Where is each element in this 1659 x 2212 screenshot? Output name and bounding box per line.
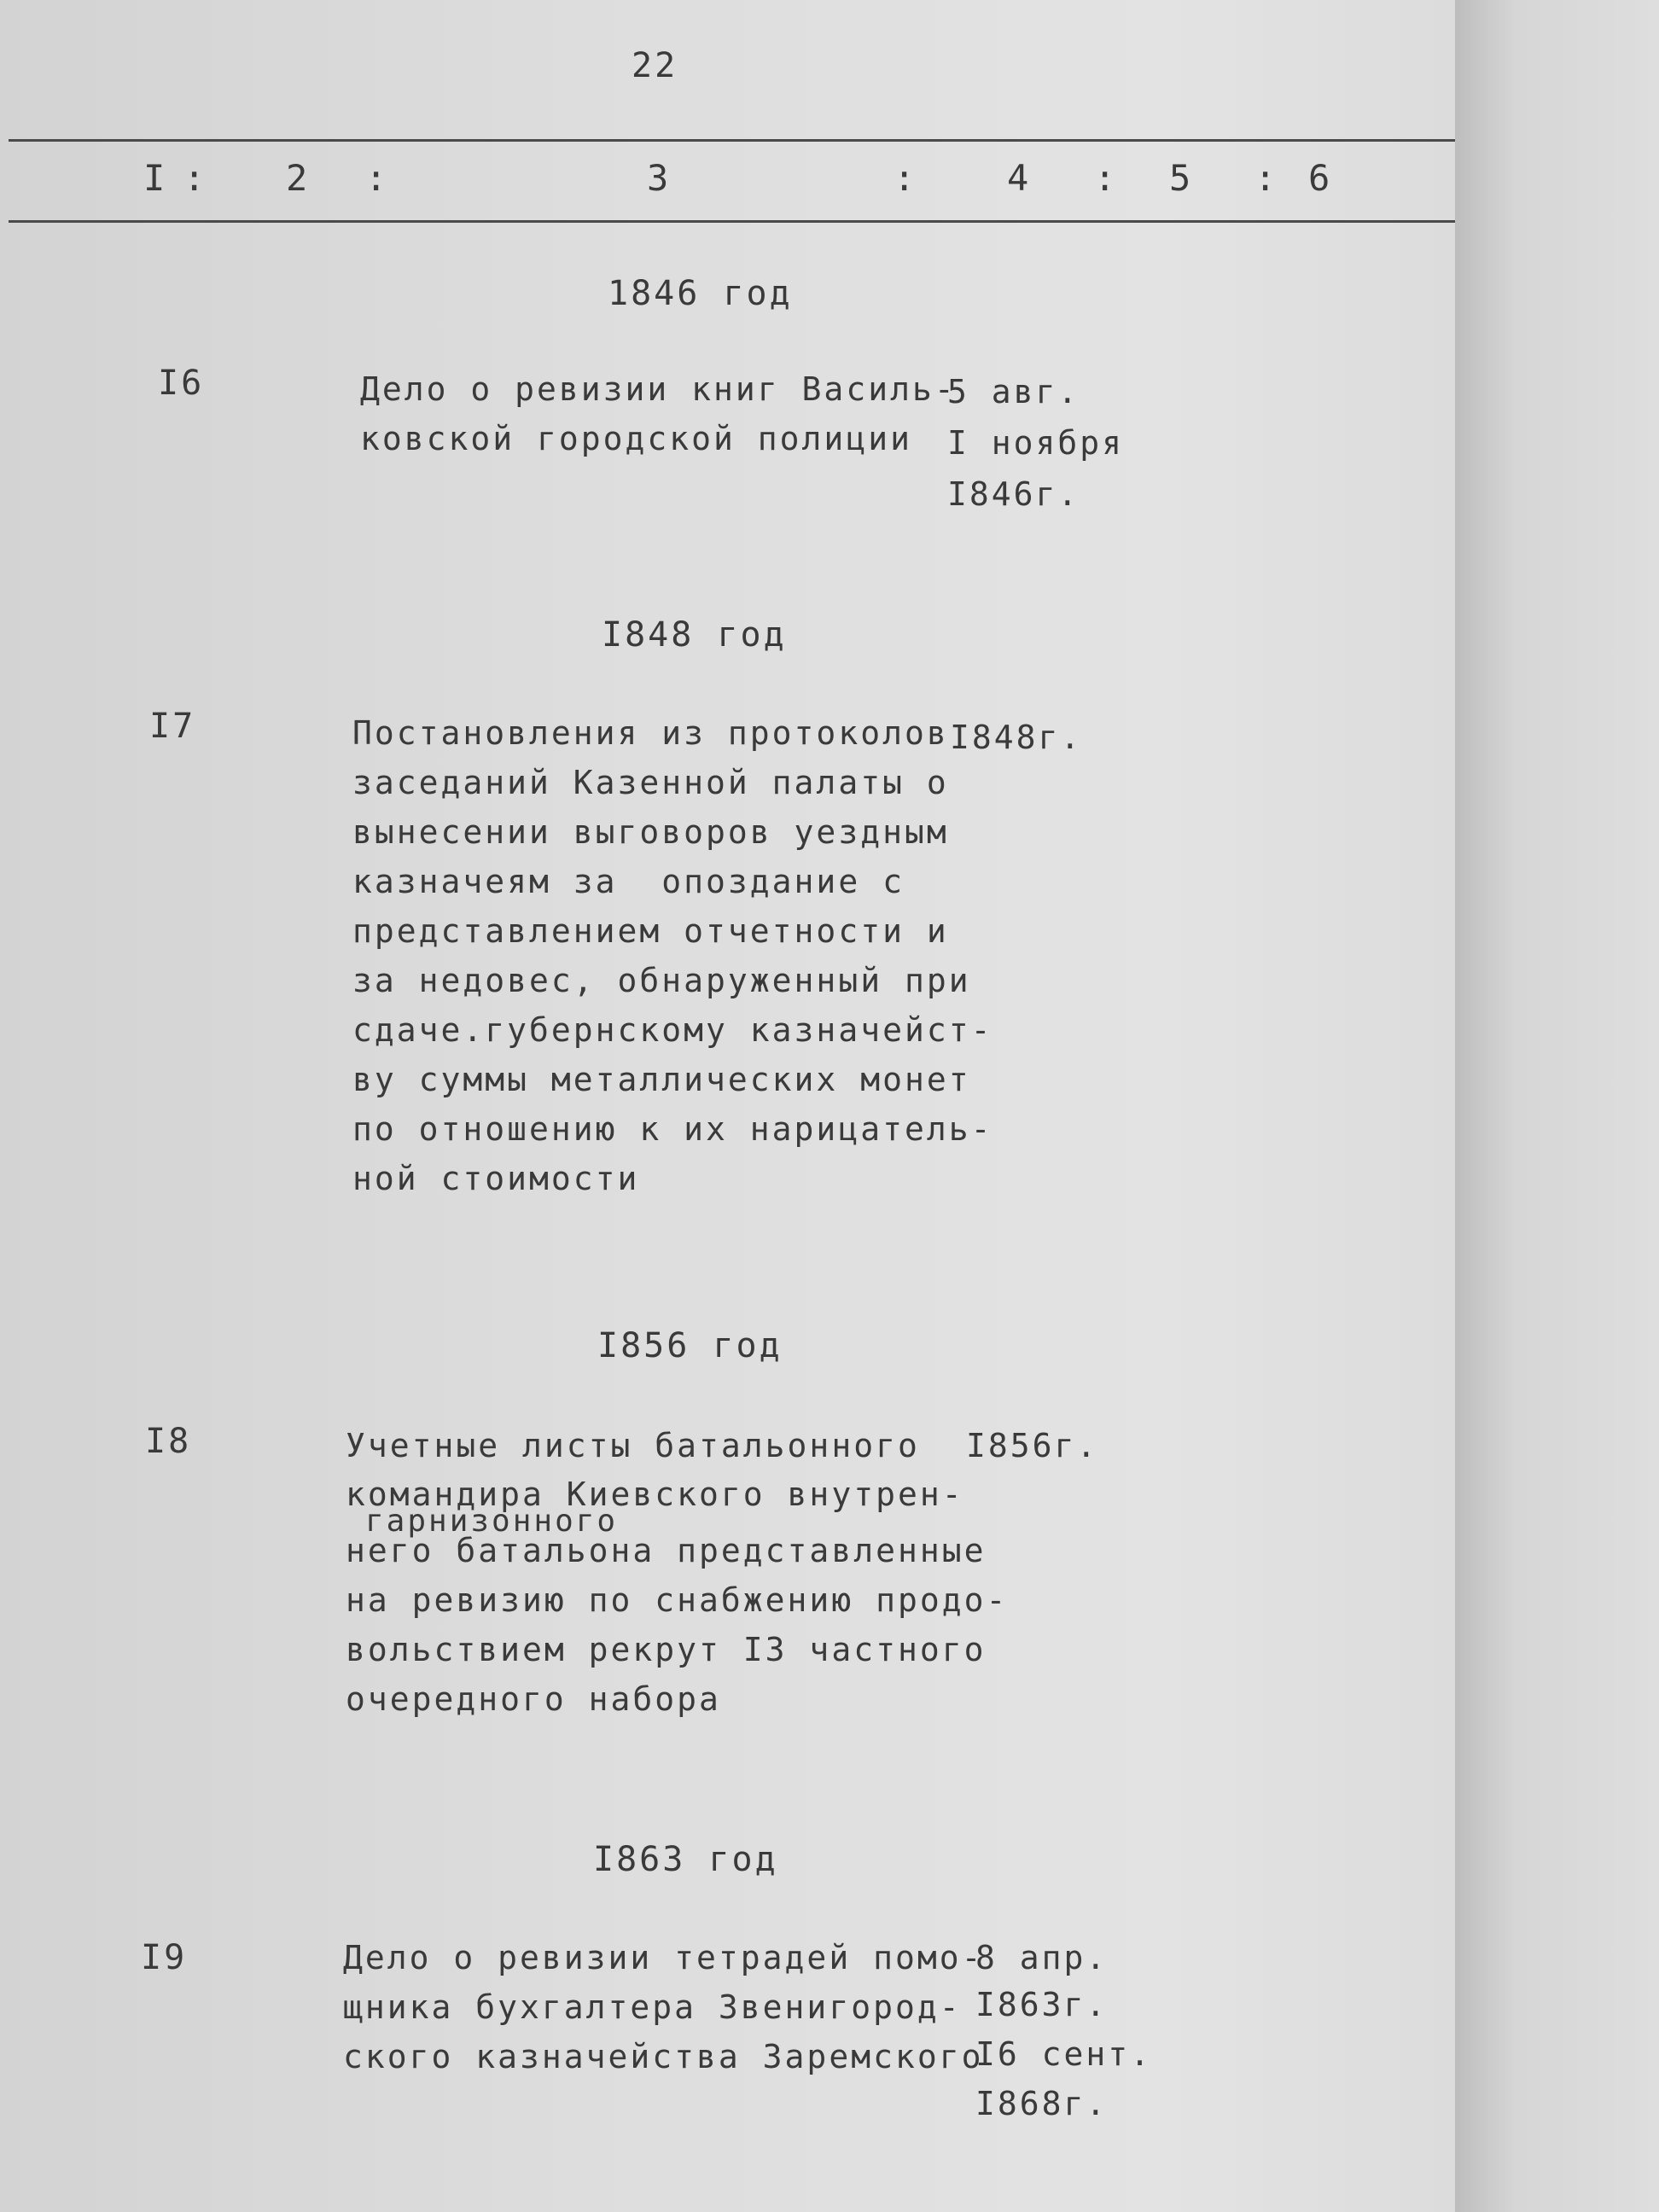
- entry-description-line: сдаче.губернскому казначейст-: [352, 1011, 993, 1049]
- column-separator: :: [894, 157, 918, 199]
- entry-date: I6 сент.: [975, 2035, 1153, 2073]
- entry-date: I ноября: [947, 424, 1125, 462]
- entry-description-line: командира Киевского внутрен-: [346, 1476, 964, 1513]
- entry-date: I856г.: [966, 1427, 1099, 1464]
- entry-description-line: вольствием рекрут I3 частного: [346, 1631, 987, 1668]
- column-number-5: 5: [1169, 157, 1194, 199]
- year-heading: I848 год: [602, 615, 787, 655]
- year-heading: I856 год: [597, 1326, 783, 1365]
- column-separator: :: [1094, 157, 1119, 199]
- handwritten-insertion: гарнизонного: [365, 1504, 619, 1539]
- entry-description-line: ковской городской полиции: [360, 420, 912, 457]
- entry-date: I848г.: [950, 719, 1083, 756]
- column-number-1: I: [143, 157, 168, 199]
- entry-description-line: него батальона представленные: [346, 1532, 987, 1569]
- entry-description-line: щника бухгалтера Звенигород-: [343, 1988, 962, 2026]
- entry-date: I863г.: [975, 1986, 1109, 2023]
- entry-description-line: Постановления из протоколов: [352, 714, 949, 752]
- entry-description-line: Дело о ревизии книг Василь-: [360, 370, 957, 408]
- entry-date: I846г.: [947, 475, 1080, 513]
- entry-number: I6: [158, 364, 205, 403]
- page-number: 22: [632, 46, 678, 85]
- column-number-2: 2: [286, 157, 311, 199]
- entry-description-line: на ревизию по снабжению продо-: [346, 1581, 1009, 1619]
- column-number-6: 6: [1308, 157, 1333, 199]
- column-separator: :: [1254, 157, 1279, 199]
- entry-description-line: заседаний Казенной палаты о: [352, 764, 949, 801]
- entry-description-line: ского казначейства Заремского: [343, 2038, 984, 2075]
- entry-number: I7: [149, 707, 196, 746]
- header-top-rule: [9, 139, 1455, 142]
- column-number-3: 3: [647, 157, 672, 199]
- entry-description-line: Дело о ревизии тетрадей помо-: [343, 1939, 984, 1976]
- entry-description-line: вынесении выговоров уездным: [352, 813, 949, 851]
- entry-date: I868г.: [975, 2085, 1109, 2122]
- year-heading: 1846 год: [608, 274, 793, 313]
- entry-description-line: ной стоимости: [352, 1160, 640, 1197]
- entry-date: 8 апр.: [975, 1939, 1109, 1976]
- year-heading: I863 год: [593, 1840, 778, 1879]
- entry-date: 5 авг.: [947, 373, 1080, 410]
- page-edge-shadow: [1455, 0, 1659, 2212]
- entry-description-line: по отношению к их нарицатель-: [352, 1110, 993, 1148]
- entry-description-line: Учетные листы батальонного: [346, 1427, 920, 1464]
- entry-description-line: казначеям за опоздание с: [352, 863, 905, 900]
- column-separator: :: [183, 157, 208, 199]
- column-separator: :: [365, 157, 390, 199]
- header-bottom-rule: [9, 220, 1455, 223]
- entry-number: I9: [141, 1938, 188, 1977]
- entry-description-line: очередного набора: [346, 1680, 721, 1718]
- entry-description-line: представлением отчетности и: [352, 912, 949, 950]
- entry-number: I8: [145, 1422, 192, 1461]
- column-number-4: 4: [1007, 157, 1032, 199]
- entry-description-line: ву суммы металлических монет: [352, 1061, 971, 1098]
- entry-description-line: за недовес, обнаруженный при: [352, 962, 971, 999]
